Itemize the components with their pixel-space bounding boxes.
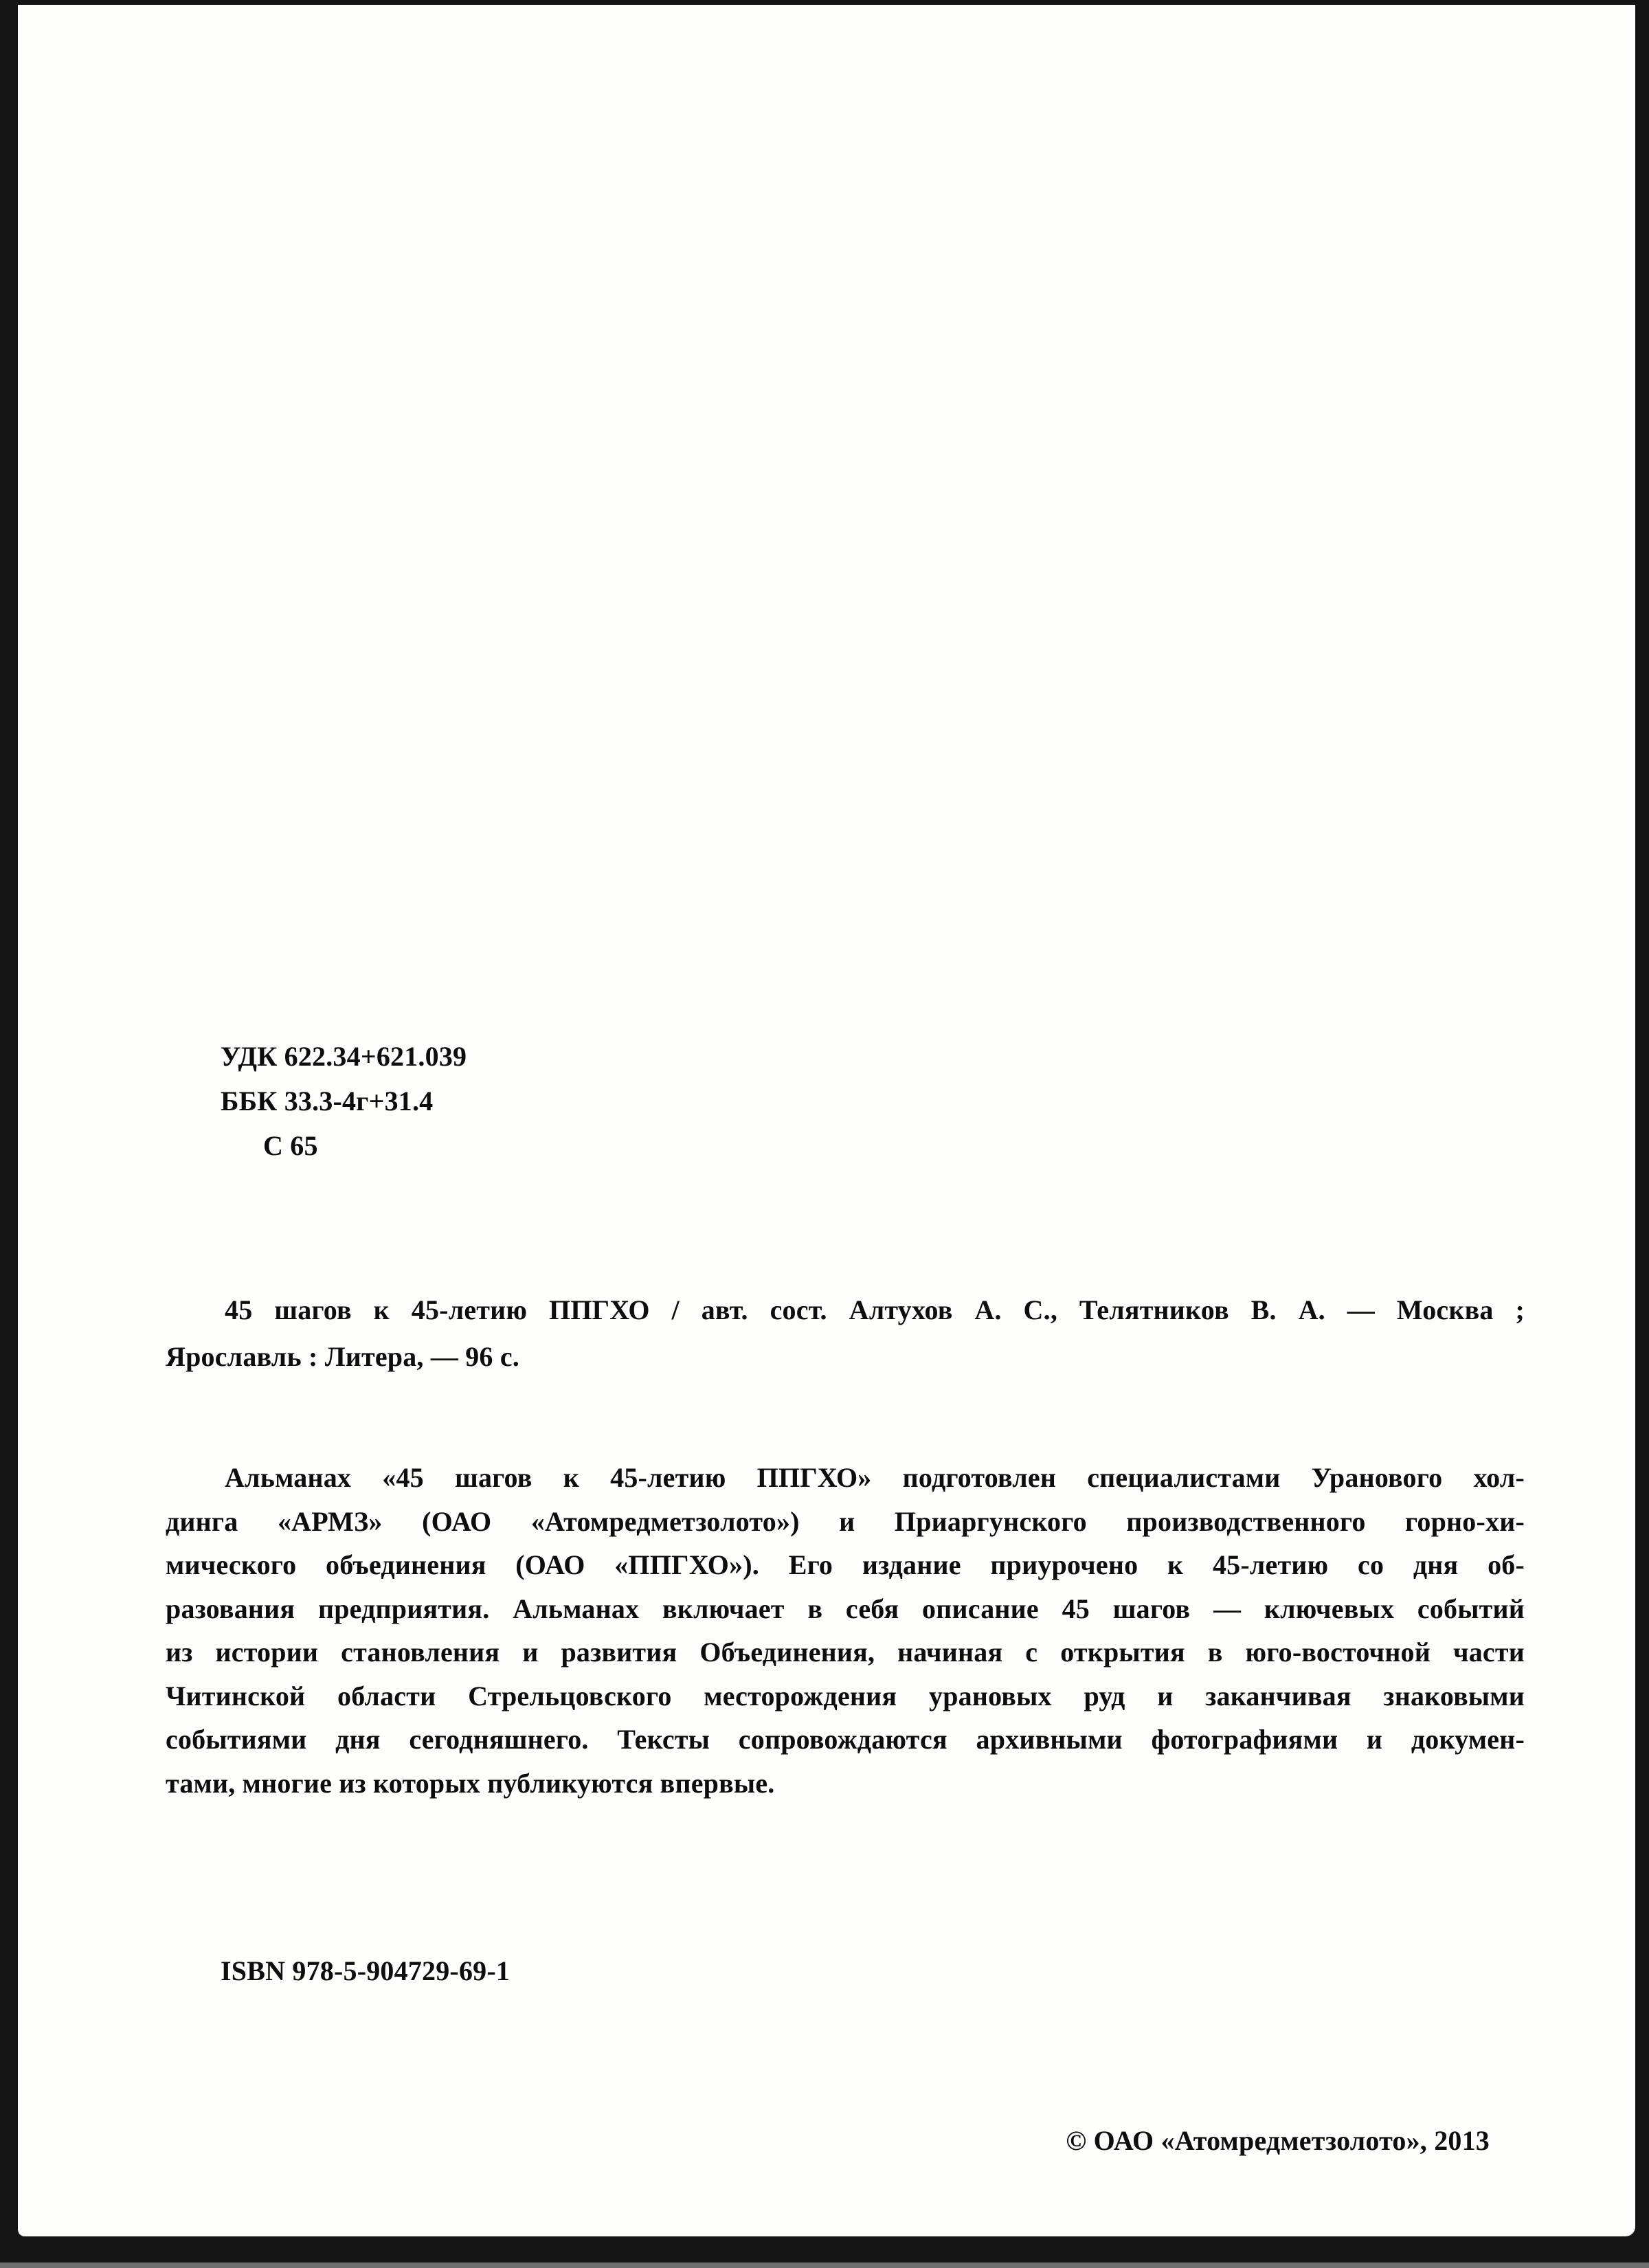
annotation-line: тами, многие из которых публикуются впервые. bbox=[166, 1767, 775, 1799]
annotation-line: Альманах «45 шагов к 45-летию ППГХО» подготовлен специалистами Уранового хол- bbox=[225, 1462, 1525, 1493]
classification-codes bbox=[221, 1034, 467, 1168]
annotation-line: динга «АРМЗ» (ОАО «Атомредметзолото») и Приаргунского производственного горно-хи- bbox=[166, 1505, 1525, 1537]
annotation-line: событиями дня сегодняшнего. Тексты сопровождаются архивными фотографиями и докумен- bbox=[166, 1724, 1525, 1755]
annotation-line: разования предприятия. Альманах включает в себя описание 45 шагов — ключевых событий bbox=[166, 1593, 1525, 1624]
annotation-line: мического объединения (ОАО «ППГХО»). Его издание приурочено к 45-летию со дня об- bbox=[166, 1549, 1525, 1580]
copyright-notice: © ОАО «Атомредметзолото», 2013 bbox=[1066, 2125, 1490, 2156]
imprint-page bbox=[18, 5, 1635, 2236]
udk-code: УДК 622.34+621.039 bbox=[221, 1041, 467, 1072]
bibliographic-description bbox=[166, 1287, 1525, 1380]
isbn-number: ISBN 978-5-904729-69-1 bbox=[221, 1955, 511, 1986]
scan-bottom-edge bbox=[0, 2263, 1649, 2268]
biblio-line: 45 шагов к 45-летию ППГХО / авт. сост. Алтухов А. С., Телятников В. А. — Москва ; bbox=[225, 1294, 1525, 1325]
annotation-line: Читинской области Стрельцовского месторождения урановых руд и заканчивая знаковыми bbox=[166, 1680, 1525, 1711]
biblio-line: Ярославль : Литера, — 96 с. bbox=[166, 1341, 519, 1372]
author-sign-code: С 65 bbox=[263, 1130, 318, 1161]
annotation-paragraph bbox=[166, 1456, 1525, 1805]
bbk-code: ББК 33.3-4г+31.4 bbox=[221, 1086, 434, 1116]
annotation-line: из истории становления и развития Объединения, начиная с открытия в юго-восточной части bbox=[166, 1637, 1525, 1668]
